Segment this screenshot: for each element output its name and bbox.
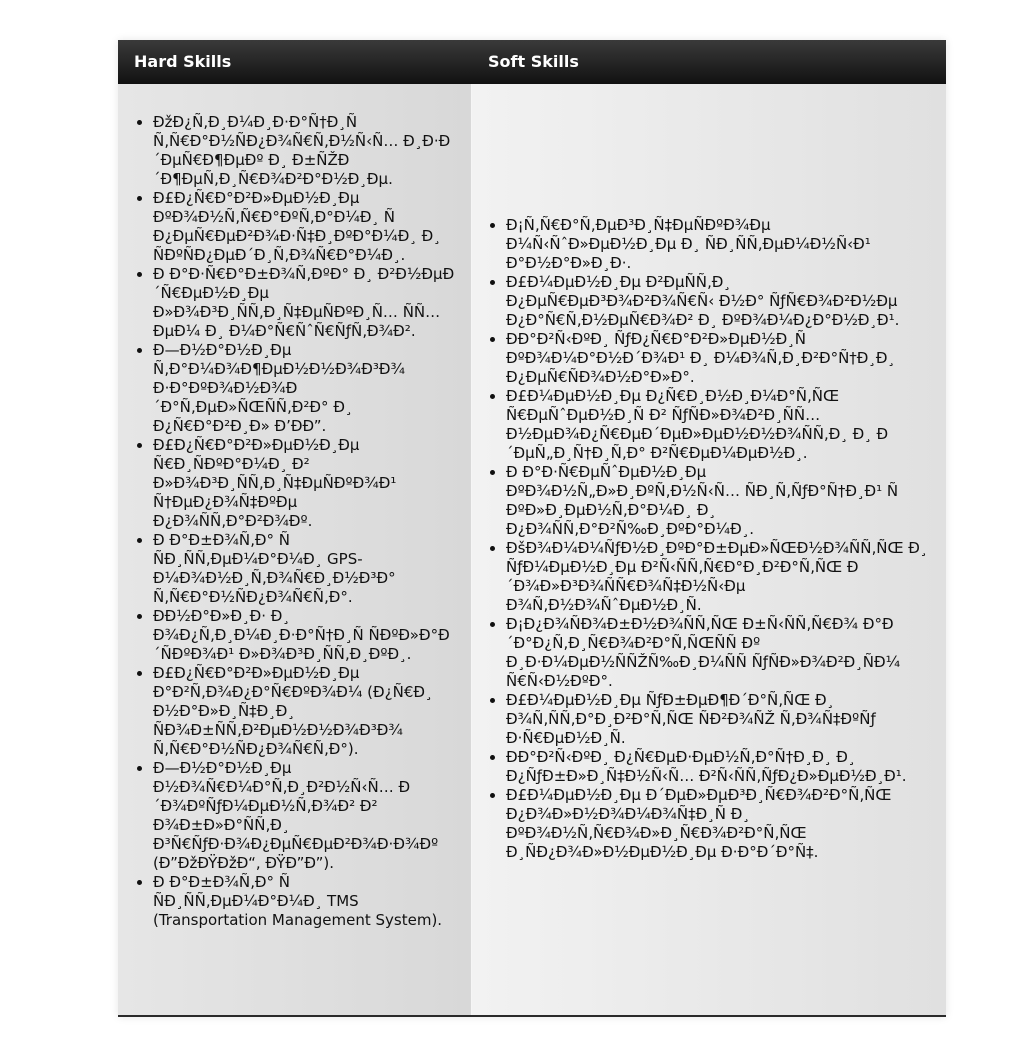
soft-skill-item: • Ð¡Ð¿Ð¾ÑÐ¾Ð±Ð½Ð¾ÑÑ‚ÑŒ Ð±Ñ‹ÑÑ‚Ñ€Ð¾ Ð°Ð´Ð°Ð¿Ñ‚Ð¸Ñ€Ð¾Ð²Ð°Ñ‚ÑŒÑÑ Ðº Ð¸Ð·Ð¼ÐµÐ½ÑÑŽÑ‰Ð¸Ð¼ÑÑ ÑƒÑÐ»Ð¾Ð²Ð¸ÑÐ¼ Ñ€Ñ‹Ð½ÐºÐ°. bbox=[506, 615, 936, 691]
soft-skill-item: • Ð Ð°Ð·Ñ€ÐµÑˆÐµÐ½Ð¸Ðµ ÐºÐ¾Ð½Ñ„Ð»Ð¸ÐºÑ‚Ð½Ñ‹Ñ… ÑÐ¸Ñ‚ÑƒÐ°Ñ†Ð¸Ð¹ Ñ ÐºÐ»Ð¸ÐµÐ½Ñ‚Ð°Ð¼Ð¸ Ð¸ Ð¿Ð¾ÑÑ‚Ð°Ð²Ñ‰Ð¸ÐºÐ°Ð¼Ð¸. bbox=[506, 463, 936, 539]
skills-table bbox=[118, 40, 946, 1017]
hard-skill-item: • Ð—Ð½Ð°Ð½Ð¸Ðµ Ð½Ð¾Ñ€Ð¼Ð°Ñ‚Ð¸Ð²Ð½Ñ‹Ñ… Ð´Ð¾ÐºÑƒÐ¼ÐµÐ½Ñ‚Ð¾Ð² Ð² Ð¾Ð±Ð»Ð°ÑÑ‚Ð¸ Ð³Ñ€ÑƒÐ·Ð¾Ð¿ÐµÑ€ÐµÐ²Ð¾Ð·Ð¾Ðº (Ð”ÐžÐŸÐžÐ“, ÐŸÐ”Ð”). bbox=[153, 759, 461, 873]
hard-skills-list bbox=[118, 84, 471, 930]
soft-skill-item: • Ð£Ð¼ÐµÐ½Ð¸Ðµ Ð²ÐµÑÑ‚Ð¸ Ð¿ÐµÑ€ÐµÐ³Ð¾Ð²Ð¾Ñ€Ñ‹ Ð½Ð° ÑƒÑ€Ð¾Ð²Ð½Ðµ Ð¿Ð°Ñ€Ñ‚Ð½ÐµÑ€Ð¾Ð² Ð¸ ÐºÐ¾Ð¼Ð¿Ð°Ð½Ð¸Ð¹. bbox=[506, 273, 936, 330]
hard-skill-item: • Ð£Ð¿Ñ€Ð°Ð²Ð»ÐµÐ½Ð¸Ðµ Ð°Ð²Ñ‚Ð¾Ð¿Ð°Ñ€ÐºÐ¾Ð¼ (Ð¿Ñ€Ð¸ Ð½Ð°Ð»Ð¸Ñ‡Ð¸Ð¸ ÑÐ¾Ð±ÑÑ‚Ð²ÐµÐ½Ð½Ð¾Ð³Ð¾ Ñ‚Ñ€Ð°Ð½ÑÐ¿Ð¾Ñ€Ñ‚Ð°). bbox=[153, 664, 461, 759]
soft-skills-header: Soft Skills bbox=[488, 52, 579, 71]
hard-skill-item: • Ð Ð°Ð±Ð¾Ñ‚Ð° Ñ ÑÐ¸ÑÑ‚ÐµÐ¼Ð°Ð¼Ð¸ TMS (Transportation Management System). bbox=[153, 873, 461, 930]
soft-skill-item: • Ð¡Ñ‚Ñ€Ð°Ñ‚ÐµÐ³Ð¸Ñ‡ÐµÑÐºÐ¾Ðµ Ð¼Ñ‹ÑˆÐ»ÐµÐ½Ð¸Ðµ Ð¸ ÑÐ¸ÑÑ‚ÐµÐ¼Ð½Ñ‹Ð¹ Ð°Ð½Ð°Ð»Ð¸Ð·. bbox=[506, 216, 936, 273]
soft-skill-item: • ÐÐ°Ð²Ñ‹ÐºÐ¸ ÑƒÐ¿Ñ€Ð°Ð²Ð»ÐµÐ½Ð¸Ñ ÐºÐ¾Ð¼Ð°Ð½Ð´Ð¾Ð¹ Ð¸ Ð¼Ð¾Ñ‚Ð¸Ð²Ð°Ñ†Ð¸Ð¸ Ð¿ÐµÑ€ÑÐ¾Ð½Ð°Ð»Ð°. bbox=[506, 330, 936, 387]
soft-skill-item: • Ð£Ð¼ÐµÐ½Ð¸Ðµ Ð¿Ñ€Ð¸Ð½Ð¸Ð¼Ð°Ñ‚ÑŒ Ñ€ÐµÑˆÐµÐ½Ð¸Ñ Ð² ÑƒÑÐ»Ð¾Ð²Ð¸ÑÑ… Ð½ÐµÐ¾Ð¿Ñ€ÐµÐ´ÐµÐ»ÐµÐ½Ð½Ð¾ÑÑ‚Ð¸ Ð¸ Ð´ÐµÑ„Ð¸Ñ†Ð¸Ñ‚Ð° Ð²Ñ€ÐµÐ¼ÐµÐ½Ð¸. bbox=[506, 387, 936, 463]
soft-skill-item: • Ð£Ð¼ÐµÐ½Ð¸Ðµ Ð´ÐµÐ»ÐµÐ³Ð¸Ñ€Ð¾Ð²Ð°Ñ‚ÑŒ Ð¿Ð¾Ð»Ð½Ð¾Ð¼Ð¾Ñ‡Ð¸Ñ Ð¸ ÐºÐ¾Ð½Ñ‚Ñ€Ð¾Ð»Ð¸Ñ€Ð¾Ð²Ð°Ñ‚ÑŒ Ð¸ÑÐ¿Ð¾Ð»Ð½ÐµÐ½Ð¸Ðµ Ð·Ð°Ð´Ð°Ñ‡. bbox=[506, 786, 936, 862]
soft-skill-item: • ÐÐ°Ð²Ñ‹ÐºÐ¸ Ð¿Ñ€ÐµÐ·ÐµÐ½Ñ‚Ð°Ñ†Ð¸Ð¸ Ð¸ Ð¿ÑƒÐ±Ð»Ð¸Ñ‡Ð½Ñ‹Ñ… Ð²Ñ‹ÑÑ‚ÑƒÐ¿Ð»ÐµÐ½Ð¸Ð¹. bbox=[506, 748, 936, 786]
hard-skill-item: • Ð Ð°Ð·Ñ€Ð°Ð±Ð¾Ñ‚ÐºÐ° Ð¸ Ð²Ð½ÐµÐ´Ñ€ÐµÐ½Ð¸Ðµ Ð»Ð¾Ð³Ð¸ÑÑ‚Ð¸Ñ‡ÐµÑÐºÐ¸Ñ… ÑÑ…ÐµÐ¼ Ð¸ Ð¼Ð°Ñ€ÑˆÑ€ÑƒÑ‚Ð¾Ð². bbox=[153, 265, 461, 341]
hard-skill-item: • ÐžÐ¿Ñ‚Ð¸Ð¼Ð¸Ð·Ð°Ñ†Ð¸Ñ Ñ‚Ñ€Ð°Ð½ÑÐ¿Ð¾Ñ€Ñ‚Ð½Ñ‹Ñ… Ð¸Ð·Ð´ÐµÑ€Ð¶ÐµÐº Ð¸ Ð±ÑŽÐ´Ð¶ÐµÑ‚Ð¸Ñ€Ð¾Ð²Ð°Ð½Ð¸Ðµ. bbox=[153, 113, 461, 189]
hard-skills-header: Hard Skills bbox=[134, 52, 232, 71]
hard-skill-item: • ÐÐ½Ð°Ð»Ð¸Ð· Ð¸ Ð¾Ð¿Ñ‚Ð¸Ð¼Ð¸Ð·Ð°Ñ†Ð¸Ñ ÑÐºÐ»Ð°Ð´ÑÐºÐ¾Ð¹ Ð»Ð¾Ð³Ð¸ÑÑ‚Ð¸ÐºÐ¸. bbox=[153, 607, 461, 664]
hard-skill-item: • Ð£Ð¿Ñ€Ð°Ð²Ð»ÐµÐ½Ð¸Ðµ Ñ€Ð¸ÑÐºÐ°Ð¼Ð¸ Ð² Ð»Ð¾Ð³Ð¸ÑÑ‚Ð¸Ñ‡ÐµÑÐºÐ¾Ð¹ Ñ†ÐµÐ¿Ð¾Ñ‡ÐºÐµ Ð¿Ð¾ÑÑ‚Ð°Ð²Ð¾Ðº. bbox=[153, 436, 461, 531]
soft-skills-cell bbox=[472, 84, 946, 1015]
soft-skill-item: • Ð£Ð¼ÐµÐ½Ð¸Ðµ ÑƒÐ±ÐµÐ¶Ð´Ð°Ñ‚ÑŒ Ð¸ Ð¾Ñ‚ÑÑ‚Ð°Ð¸Ð²Ð°Ñ‚ÑŒ ÑÐ²Ð¾ÑŽ Ñ‚Ð¾Ñ‡ÐºÑƒ Ð·Ñ€ÐµÐ½Ð¸Ñ. bbox=[506, 691, 936, 748]
hard-skills-cell bbox=[118, 84, 472, 1015]
soft-skill-item: • ÐšÐ¾Ð¼Ð¼ÑƒÐ½Ð¸ÐºÐ°Ð±ÐµÐ»ÑŒÐ½Ð¾ÑÑ‚ÑŒ Ð¸ ÑƒÐ¼ÐµÐ½Ð¸Ðµ Ð²Ñ‹ÑÑ‚Ñ€Ð°Ð¸Ð²Ð°Ñ‚ÑŒ Ð´Ð¾Ð»Ð³Ð¾ÑÑ€Ð¾Ñ‡Ð½Ñ‹Ðµ Ð¾Ñ‚Ð½Ð¾ÑˆÐµÐ½Ð¸Ñ. bbox=[506, 539, 936, 615]
table-body-row bbox=[118, 84, 946, 1015]
hard-skill-item: • Ð£Ð¿Ñ€Ð°Ð²Ð»ÐµÐ½Ð¸Ðµ ÐºÐ¾Ð½Ñ‚Ñ€Ð°ÐºÑ‚Ð°Ð¼Ð¸ Ñ Ð¿ÐµÑ€ÐµÐ²Ð¾Ð·Ñ‡Ð¸ÐºÐ°Ð¼Ð¸ Ð¸ ÑÐºÑÐ¿ÐµÐ´Ð¸Ñ‚Ð¾Ñ€Ð°Ð¼Ð¸. bbox=[153, 189, 461, 265]
soft-skills-list bbox=[472, 216, 936, 862]
table-header-row bbox=[118, 40, 946, 84]
hard-skill-item: • Ð Ð°Ð±Ð¾Ñ‚Ð° Ñ ÑÐ¸ÑÑ‚ÐµÐ¼Ð°Ð¼Ð¸ GPS-Ð¼Ð¾Ð½Ð¸Ñ‚Ð¾Ñ€Ð¸Ð½Ð³Ð° Ñ‚Ñ€Ð°Ð½ÑÐ¿Ð¾Ñ€Ñ‚Ð°. bbox=[153, 531, 461, 607]
hard-skill-item: • Ð—Ð½Ð°Ð½Ð¸Ðµ Ñ‚Ð°Ð¼Ð¾Ð¶ÐµÐ½Ð½Ð¾Ð³Ð¾ Ð·Ð°ÐºÐ¾Ð½Ð¾Ð´Ð°Ñ‚ÐµÐ»ÑŒÑÑ‚Ð²Ð° Ð¸ Ð¿Ñ€Ð°Ð²Ð¸Ð» Ð’ÐÐ”. bbox=[153, 341, 461, 436]
